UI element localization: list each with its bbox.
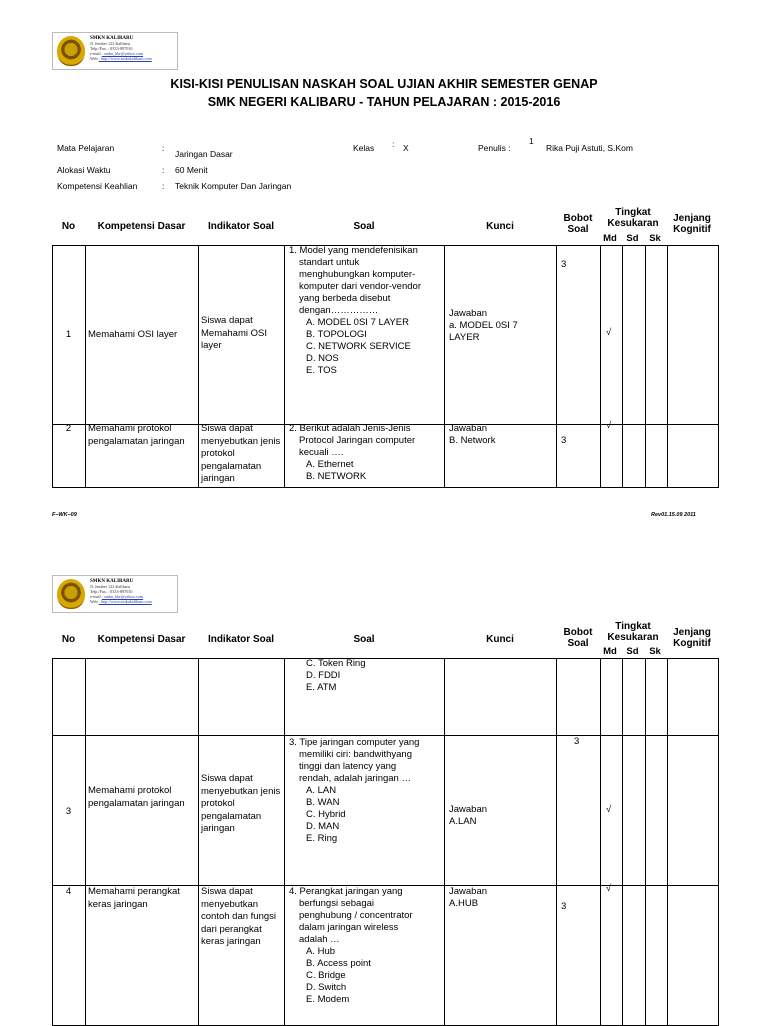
- soal-line: menghubungkan komputer-: [299, 269, 416, 280]
- soal-option: C. Hybrid: [306, 809, 346, 820]
- row4-indikator: Siswa dapat menyebutkan contoh dan fungsi dari perangkat keras jaringan: [201, 886, 277, 947]
- soal-option: B. Access point: [306, 958, 371, 969]
- header-tingkat: [595, 621, 671, 643]
- school-name: SMKN KALIBARU: [90, 36, 134, 41]
- email-label: e-mail: [90, 51, 101, 56]
- soal-line: 4. Perangkat jaringan yang: [289, 886, 403, 897]
- row4-kunci: [449, 886, 487, 910]
- header-tingkat-line2: Kesukaran: [607, 218, 659, 229]
- school-contact: [90, 36, 152, 61]
- row1-no: 1: [65, 329, 72, 340]
- row4-bobot: 3: [561, 901, 567, 912]
- row2-kunci: [449, 423, 495, 447]
- soal-line: kecuali ….: [299, 447, 344, 458]
- soal-option: C. Bridge: [306, 970, 346, 981]
- soal-line: 2. Berikut adalah Jenis-Jenis: [289, 423, 411, 434]
- web-link[interactable]: : http://www.smknkalibaru.com: [98, 599, 152, 604]
- row4-kd: Memahami perangkat keras jaringan: [88, 886, 180, 910]
- kompetensi-label: Kompetensi Keahlian: [57, 181, 138, 191]
- header-kd: Kompetensi Dasar: [97, 221, 186, 232]
- header-jenjang-line1: Jenjang: [673, 213, 711, 224]
- row3-kunci: [449, 804, 487, 828]
- soal-line: 1. Model yang mendefenisikan: [289, 245, 418, 256]
- soal-option: D. NOS: [306, 353, 339, 364]
- school-name: SMKN KALIBARU: [90, 579, 134, 584]
- web-label: Web: [90, 599, 98, 604]
- soal-option: C. NETWORK SERVICE: [306, 341, 411, 352]
- header-kd: Kompetensi Dasar: [97, 634, 186, 645]
- header-bobot-line1: Bobot: [563, 213, 593, 224]
- soal-option: E. Ring: [306, 833, 338, 844]
- penulis-label: Penulis :: [478, 143, 511, 153]
- kunci-line: LAYER: [449, 332, 480, 343]
- row2-indikator: Siswa dapat menyebutkan jenis protokol pengalamatan jaringan: [201, 423, 281, 484]
- header-tingkat-line2: Kesukaran: [607, 632, 659, 643]
- kunci-line: Jawaban: [449, 886, 488, 897]
- mapel-value: Jaringan Dasar: [175, 149, 233, 159]
- row3-check: √: [606, 804, 612, 815]
- header-md: Md: [603, 233, 617, 244]
- email-label: e-mail: [90, 594, 101, 599]
- soal-line: memiliki ciri: bandwithyang: [299, 749, 412, 760]
- alokasi-value: 60 Menit: [175, 165, 208, 175]
- soal-line: 3. Tipe jaringan computer yang: [289, 737, 420, 748]
- header-jenjang-line1: Jenjang: [673, 627, 711, 638]
- kelas-label: Kelas: [353, 143, 375, 153]
- school-letterhead: [52, 575, 178, 613]
- soal-option: E. TOS: [306, 365, 337, 376]
- row2-no: 2: [65, 423, 72, 434]
- web-link[interactable]: : http://www.smknkalibaru.com: [98, 56, 152, 61]
- soal-line: dalam jaringan wireless: [299, 922, 399, 933]
- header-jenjang: [666, 213, 718, 235]
- kunci-line: Jawaban: [449, 423, 488, 434]
- soal-option: D. FDDI: [306, 670, 341, 681]
- soal-line: Protocol Jaringan computer: [299, 435, 416, 446]
- revision-code: Rev01.15.09 2011: [651, 512, 696, 518]
- school-phone: Telp./Fax. : 0333-897010: [90, 589, 133, 594]
- school-phone: Telp./Fax. : 0333-897010: [90, 46, 133, 51]
- web-label: Web: [90, 56, 98, 61]
- soal-line: yang berbeda disebut: [299, 293, 391, 304]
- header-tingkat-line1: Tingkat: [615, 621, 651, 632]
- header-tingkat: [595, 207, 671, 229]
- school-emblem-icon: [57, 36, 85, 66]
- colon: :: [162, 165, 165, 175]
- kompetensi-value: Teknik Komputer Dan Jaringan: [175, 181, 292, 191]
- soal-option: B. NETWORK: [306, 471, 367, 482]
- soal-option: E. Modem: [306, 994, 350, 1005]
- kunci-line: Jawaban: [449, 308, 488, 319]
- row1-kd: Memahami OSI layer: [88, 329, 178, 340]
- soal-option: A. MODEL 0SI 7 LAYER: [306, 317, 409, 328]
- row1-bobot: 3: [561, 259, 567, 270]
- soal-option: B. WAN: [306, 797, 340, 808]
- header-sk: Sk: [649, 646, 661, 657]
- document-title: KISI-KISI PENULISAN NASKAH SOAL UJIAN AKHIR SEMESTER GENAP: [170, 77, 598, 91]
- colon: :: [392, 139, 395, 149]
- kunci-line: A.HUB: [449, 898, 479, 909]
- soal-option: B. TOPOLOGI: [306, 329, 367, 340]
- header-bobot-line2: Soal: [567, 224, 589, 235]
- penulis-number: 1: [529, 136, 534, 146]
- form-code: F–WK–09: [52, 512, 77, 518]
- school-address: Jl. Jember 122 Kalibaru: [90, 41, 131, 46]
- header-md: Md: [603, 646, 617, 657]
- row1-indikator: Siswa dapat Memahami OSI layer: [201, 315, 267, 351]
- soal-line: penghubung / concentrator: [299, 910, 413, 921]
- mapel-label: Mata Pelajaran: [57, 143, 115, 153]
- header-soal: Soal: [353, 634, 375, 645]
- soal-line: adalah …: [299, 934, 340, 945]
- row1-check: √: [606, 327, 612, 338]
- school-address: Jl. Jember 122 Kalibaru: [90, 584, 131, 589]
- soal-line: standart untuk: [299, 257, 360, 268]
- school-letterhead: [52, 32, 178, 70]
- header-no: No: [61, 221, 76, 232]
- table-row: [53, 659, 719, 736]
- kelas-value: X: [403, 143, 409, 153]
- soal-option: D. MAN: [306, 821, 340, 832]
- header-bobot-line1: Bobot: [563, 627, 593, 638]
- email-link[interactable]: : smkn_kbr@yahoo.com: [101, 51, 144, 56]
- soal-line: rendah, adalah jaringan …: [299, 773, 411, 784]
- row4-check: √: [606, 883, 612, 894]
- kunci-line: A.LAN: [449, 816, 477, 827]
- email-link[interactable]: : smkn_kbr@yahoo.com: [101, 594, 144, 599]
- header-tingkat-line1: Tingkat: [615, 207, 651, 218]
- row1-soal: [289, 245, 421, 377]
- penulis-value: Rika Puji Astuti, S.Kom: [546, 143, 633, 153]
- header-sd: Sd: [626, 233, 639, 244]
- row3-kd: Memahami protokol pengalamatan jaringan: [88, 785, 185, 809]
- header-jenjang-line2: Kognitif: [673, 224, 711, 235]
- row2-check: √: [606, 420, 612, 431]
- soal-option: D. Switch: [306, 982, 347, 993]
- row3-no: 3: [65, 806, 72, 817]
- soal-option: E. ATM: [306, 682, 337, 693]
- alokasi-label: Alokasi Waktu: [57, 165, 111, 175]
- row3-bobot: 3: [574, 736, 580, 747]
- header-soal: Soal: [353, 221, 375, 232]
- header-no: No: [61, 634, 76, 645]
- kunci-line: Jawaban: [449, 804, 488, 815]
- row2-soal: [289, 423, 415, 483]
- soal-option: A. LAN: [306, 785, 337, 796]
- soal-line: dengan……………: [299, 305, 379, 316]
- row4-no: 4: [65, 886, 72, 897]
- header-indikator: Indikator Soal: [207, 634, 275, 645]
- header-kunci: Kunci: [486, 221, 514, 232]
- header-sd: Sd: [626, 646, 639, 657]
- soal-line: tinggi dan latency yang: [299, 761, 397, 772]
- school-contact: [90, 579, 152, 604]
- header-bobot: [556, 627, 600, 649]
- soal-option: A. Ethernet: [306, 459, 354, 470]
- row4-soal: [289, 886, 413, 1006]
- row3-indikator: Siswa dapat menyebutkan jenis protokol pengalamatan jaringan: [201, 773, 281, 834]
- row2-bobot: 3: [561, 435, 567, 446]
- row2-soal-continued: [306, 658, 366, 694]
- header-jenjang: [666, 627, 718, 649]
- row1-kunci: [449, 308, 518, 344]
- row3-soal: [289, 737, 419, 845]
- kunci-line: B. Network: [449, 435, 496, 446]
- soal-option: C. Token Ring: [306, 658, 366, 669]
- soal-line: berfungsi sebagai: [299, 898, 374, 909]
- header-jenjang-line2: Kognitif: [673, 638, 711, 649]
- kunci-line: a. MODEL 0SI 7: [449, 320, 518, 331]
- colon: :: [162, 181, 165, 191]
- row2-kd: Memahami protokol pengalamatan jaringan: [88, 423, 185, 447]
- header-bobot: [556, 213, 600, 235]
- header-indikator: Indikator Soal: [207, 221, 275, 232]
- header-bobot-line2: Soal: [567, 638, 589, 649]
- document-subtitle: SMK NEGERI KALIBARU - TAHUN PELAJARAN : 2015-2016: [207, 95, 561, 109]
- soal-line: komputer dari vendor-vendor: [299, 281, 421, 292]
- header-kunci: Kunci: [486, 634, 514, 645]
- soal-option: A. Hub: [306, 946, 336, 957]
- school-emblem-icon: [57, 579, 85, 609]
- colon: :: [162, 143, 165, 153]
- header-sk: Sk: [649, 233, 661, 244]
